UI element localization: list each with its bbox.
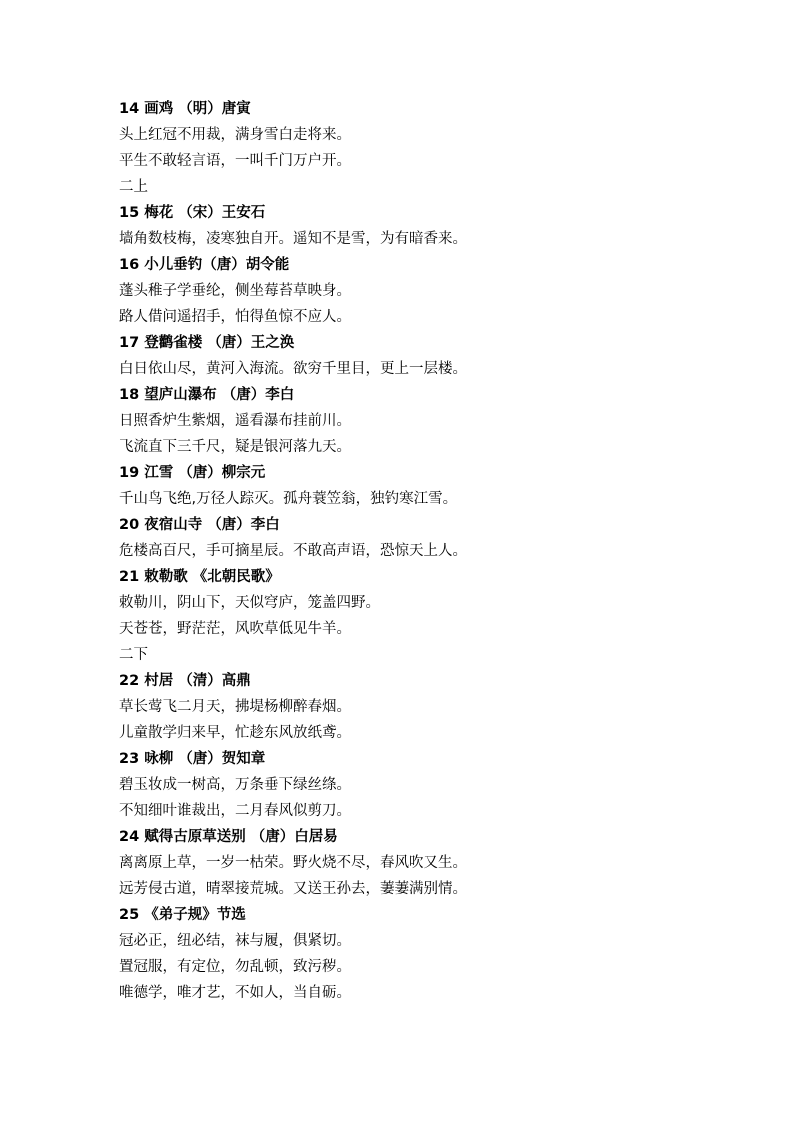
poem-line: 置冠服，有定位，勿乱顿，致污秽。 — [119, 959, 351, 975]
poem-line: 天苍苍，野茫茫，风吹草低见牛羊。 — [119, 621, 351, 637]
poem-title: 23 咏柳 （唐）贺知章 — [119, 751, 266, 767]
poem-title: 25 《弟子规》节选 — [119, 907, 246, 923]
poem-line: 不知细叶谁裁出，二月春风似剪刀。 — [119, 803, 351, 819]
poem-line: 冠必正，纽必结，袜与履，俱紧切。 — [119, 933, 351, 949]
poem-line: 碧玉妆成一树高，万条垂下绿丝绦。 — [119, 777, 351, 793]
poem-line: 墙角数枝梅，凌寒独自开。遥知不是雪，为有暗香来。 — [119, 231, 467, 247]
poem-line: 远芳侵古道，晴翠接荒城。又送王孙去，萋萋满别情。 — [119, 881, 467, 897]
poem-title: 17 登鹳雀楼 （唐）王之涣 — [119, 335, 295, 351]
poem-title: 16 小儿垂钓（唐）胡令能 — [119, 257, 290, 273]
poem-line: 儿童散学归来早，忙趁东风放纸鸢。 — [119, 725, 351, 741]
poem-line: 离离原上草，一岁一枯荣。野火烧不尽，春风吹又生。 — [119, 855, 467, 871]
poem-line: 飞流直下三千尺，疑是银河落九天。 — [119, 439, 351, 455]
poem-line: 千山鸟飞绝,万径人踪灭。孤舟蓑笠翁，独钓寒江雪。 — [119, 491, 458, 507]
poem-title: 18 望庐山瀑布 （唐）李白 — [119, 387, 295, 403]
poem-title: 14 画鸡 （明）唐寅 — [119, 101, 251, 117]
poem-line: 草长莺飞二月天，拂堤杨柳醉春烟。 — [119, 699, 351, 715]
poem-line: 白日依山尽，黄河入海流。欲穷千里目，更上一层楼。 — [119, 361, 467, 377]
poem-title: 22 村居 （清）高鼎 — [119, 673, 251, 689]
poem-title: 20 夜宿山寺 （唐）李白 — [119, 517, 280, 533]
poem-title: 21 敕勒歌 《北朝民歌》 — [119, 569, 280, 585]
poem-line: 平生不敢轻言语，一叫千门万户开。 — [119, 153, 351, 169]
poem-line: 日照香炉生紫烟，遥看瀑布挂前川。 — [119, 413, 351, 429]
section-heading: 二上 — [119, 179, 148, 195]
poem-line: 蓬头稚子学垂纶，侧坐莓苔草映身。 — [119, 283, 351, 299]
poem-title: 24 赋得古原草送别 （唐）白居易 — [119, 829, 338, 845]
poem-line: 头上红冠不用裁，满身雪白走将来。 — [119, 127, 351, 143]
poem-line: 路人借问遥招手，怕得鱼惊不应人。 — [119, 309, 351, 325]
section-heading: 二下 — [119, 647, 148, 663]
poem-title: 19 江雪 （唐）柳宗元 — [119, 465, 266, 481]
poem-line: 危楼高百尺，手可摘星辰。不敢高声语，恐惊天上人。 — [119, 543, 467, 559]
poem-line: 唯德学，唯才艺，不如人，当自砺。 — [119, 985, 351, 1001]
poem-title: 15 梅花 （宋）王安石 — [119, 205, 266, 221]
poem-line: 敕勒川，阴山下，天似穹庐，笼盖四野。 — [119, 595, 380, 611]
poem-document — [119, 96, 739, 1006]
